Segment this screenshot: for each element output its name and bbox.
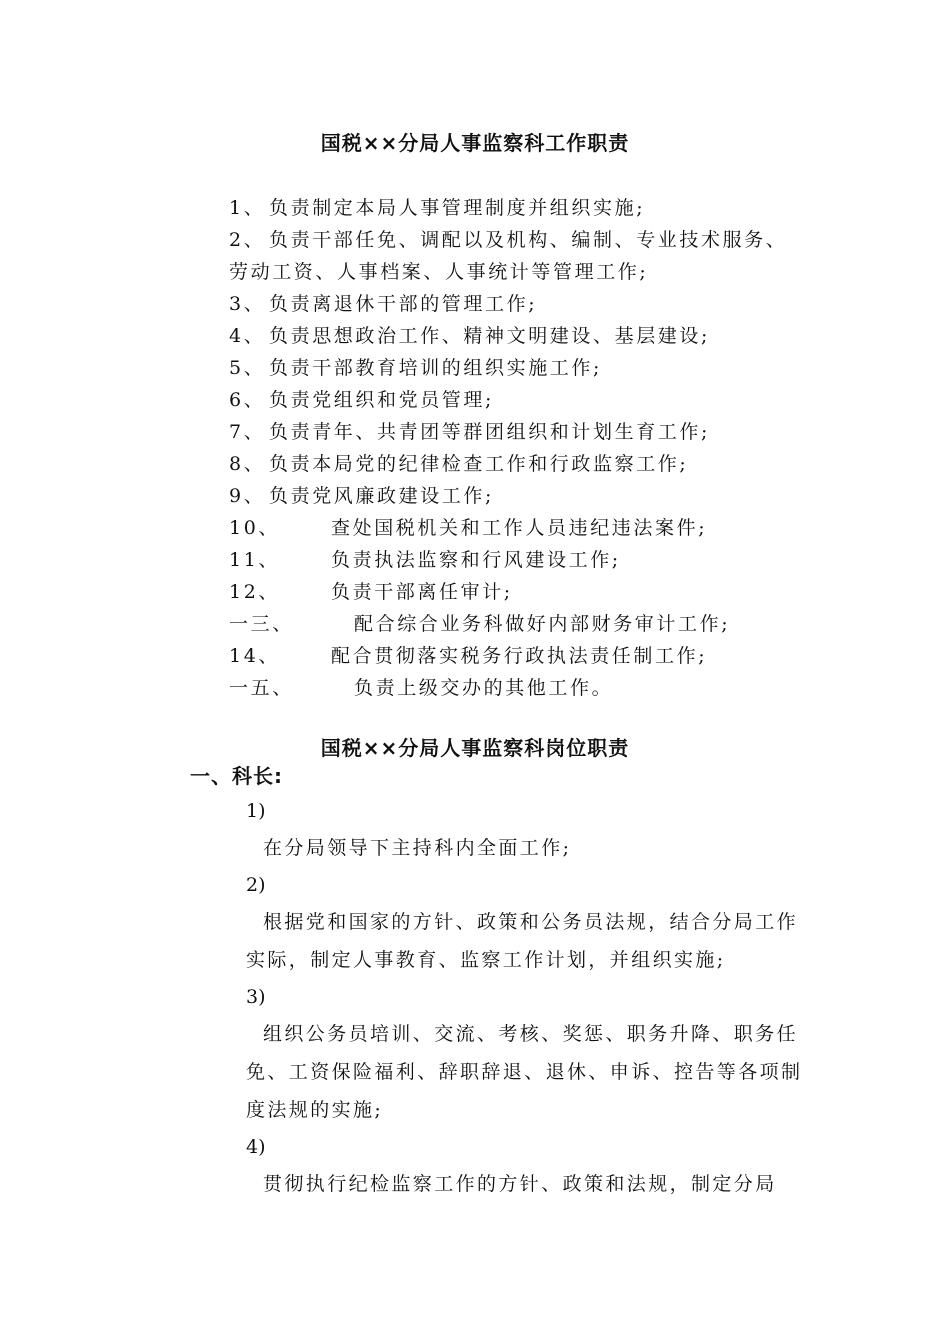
role-item-number: 1) bbox=[246, 800, 266, 822]
list-item-number: 12、 bbox=[229, 581, 280, 603]
list-item-text: 负责党风廉政建设工作; bbox=[269, 485, 495, 507]
list-item-number: 9、 bbox=[229, 485, 266, 507]
list-item-text: 配合贯彻落实税务行政执法责任制工作; bbox=[331, 645, 708, 667]
list-item-text: 查处国税机关和工作人员违纪违法案件; bbox=[331, 517, 708, 539]
list-item bbox=[229, 480, 829, 512]
list-item bbox=[229, 512, 829, 544]
list-item-text: 负责干部离任审计; bbox=[331, 581, 513, 603]
section-title: 国税××分局人事监察科岗位职责 bbox=[320, 736, 630, 760]
list-item bbox=[229, 576, 829, 608]
list-item-number: 一五、 bbox=[229, 677, 294, 699]
list-item-text: 负责本局党的纪律检查工作和行政监察工作; bbox=[269, 453, 689, 475]
list-item-text: 负责制定本局人事管理制度并组织实施; bbox=[269, 197, 646, 219]
list-item-text: 配合综合业务科做好内部财务审计工作; bbox=[354, 613, 731, 635]
subsection-heading: 一、科长: bbox=[190, 764, 283, 788]
list-item bbox=[229, 288, 829, 320]
list-item-text: 负责干部教育培训的组织实施工作; bbox=[269, 357, 603, 379]
list-item bbox=[229, 672, 829, 704]
role-item-number: 3) bbox=[246, 986, 266, 1008]
role-item-text: 在分局领导下主持科内全面工作; bbox=[263, 837, 572, 859]
list-item-text: 负责离退休干部的管理工作; bbox=[269, 293, 538, 315]
page-title: 国税××分局人事监察科工作职责 bbox=[320, 131, 630, 155]
role-item-number: 4) bbox=[246, 1136, 266, 1158]
list-item-number: 11、 bbox=[229, 549, 280, 571]
role-item-text: 贯彻执行纪检监察工作的方针、政策和法规，制定分局 bbox=[263, 1173, 777, 1195]
list-item-number: 8、 bbox=[229, 453, 266, 475]
role-item-number: 2) bbox=[246, 874, 266, 896]
list-item-continuation bbox=[229, 256, 829, 288]
list-item bbox=[229, 544, 829, 576]
list-item-number: 7、 bbox=[229, 421, 266, 443]
list-item-text: 负责上级交办的其他工作。 bbox=[354, 677, 614, 699]
list-item bbox=[229, 192, 829, 224]
list-item-text: 负责干部任免、调配以及机构、编制、专业技术服务、 bbox=[269, 229, 788, 251]
list-item-number: 3、 bbox=[229, 293, 266, 315]
roles-list bbox=[246, 793, 816, 1203]
list-item-number: 4、 bbox=[229, 325, 266, 347]
role-item-text: 组织公务员培训、交流、考核、奖惩、职务升降、职务任免、工资保险福利、辞职辞退、退休、申诉、控告等各项制度法规的实施; bbox=[246, 1023, 803, 1121]
list-item-number: 一三、 bbox=[229, 613, 294, 635]
list-item-text: 劳动工资、人事档案、人事统计等管理工作; bbox=[229, 261, 649, 283]
list-item bbox=[229, 352, 829, 384]
list-item-number: 1、 bbox=[229, 197, 266, 219]
list-item bbox=[229, 608, 829, 640]
list-item-number: 14、 bbox=[229, 645, 280, 667]
list-item bbox=[229, 416, 829, 448]
list-item-text: 负责青年、共青团等群团组织和计划生育工作; bbox=[269, 421, 711, 443]
list-item bbox=[229, 448, 829, 480]
duties-list bbox=[229, 192, 829, 704]
list-item-number: 6、 bbox=[229, 389, 266, 411]
role-item-text: 根据党和国家的方针、政策和公务员法规，结合分局工作实际，制定人事教育、监察工作计划，并组织实施; bbox=[246, 911, 799, 971]
list-item-text: 负责思想政治工作、精神文明建设、基层建设; bbox=[269, 325, 711, 347]
list-item-text: 负责党组织和党员管理; bbox=[269, 389, 495, 411]
list-item bbox=[229, 224, 829, 256]
list-item-number: 2、 bbox=[229, 229, 266, 251]
list-item-number: 10、 bbox=[229, 517, 280, 539]
list-item bbox=[229, 384, 829, 416]
list-item-number: 5、 bbox=[229, 357, 266, 379]
list-item bbox=[229, 320, 829, 352]
list-item-text: 负责执法监察和行风建设工作; bbox=[331, 549, 621, 571]
list-item bbox=[229, 640, 829, 672]
